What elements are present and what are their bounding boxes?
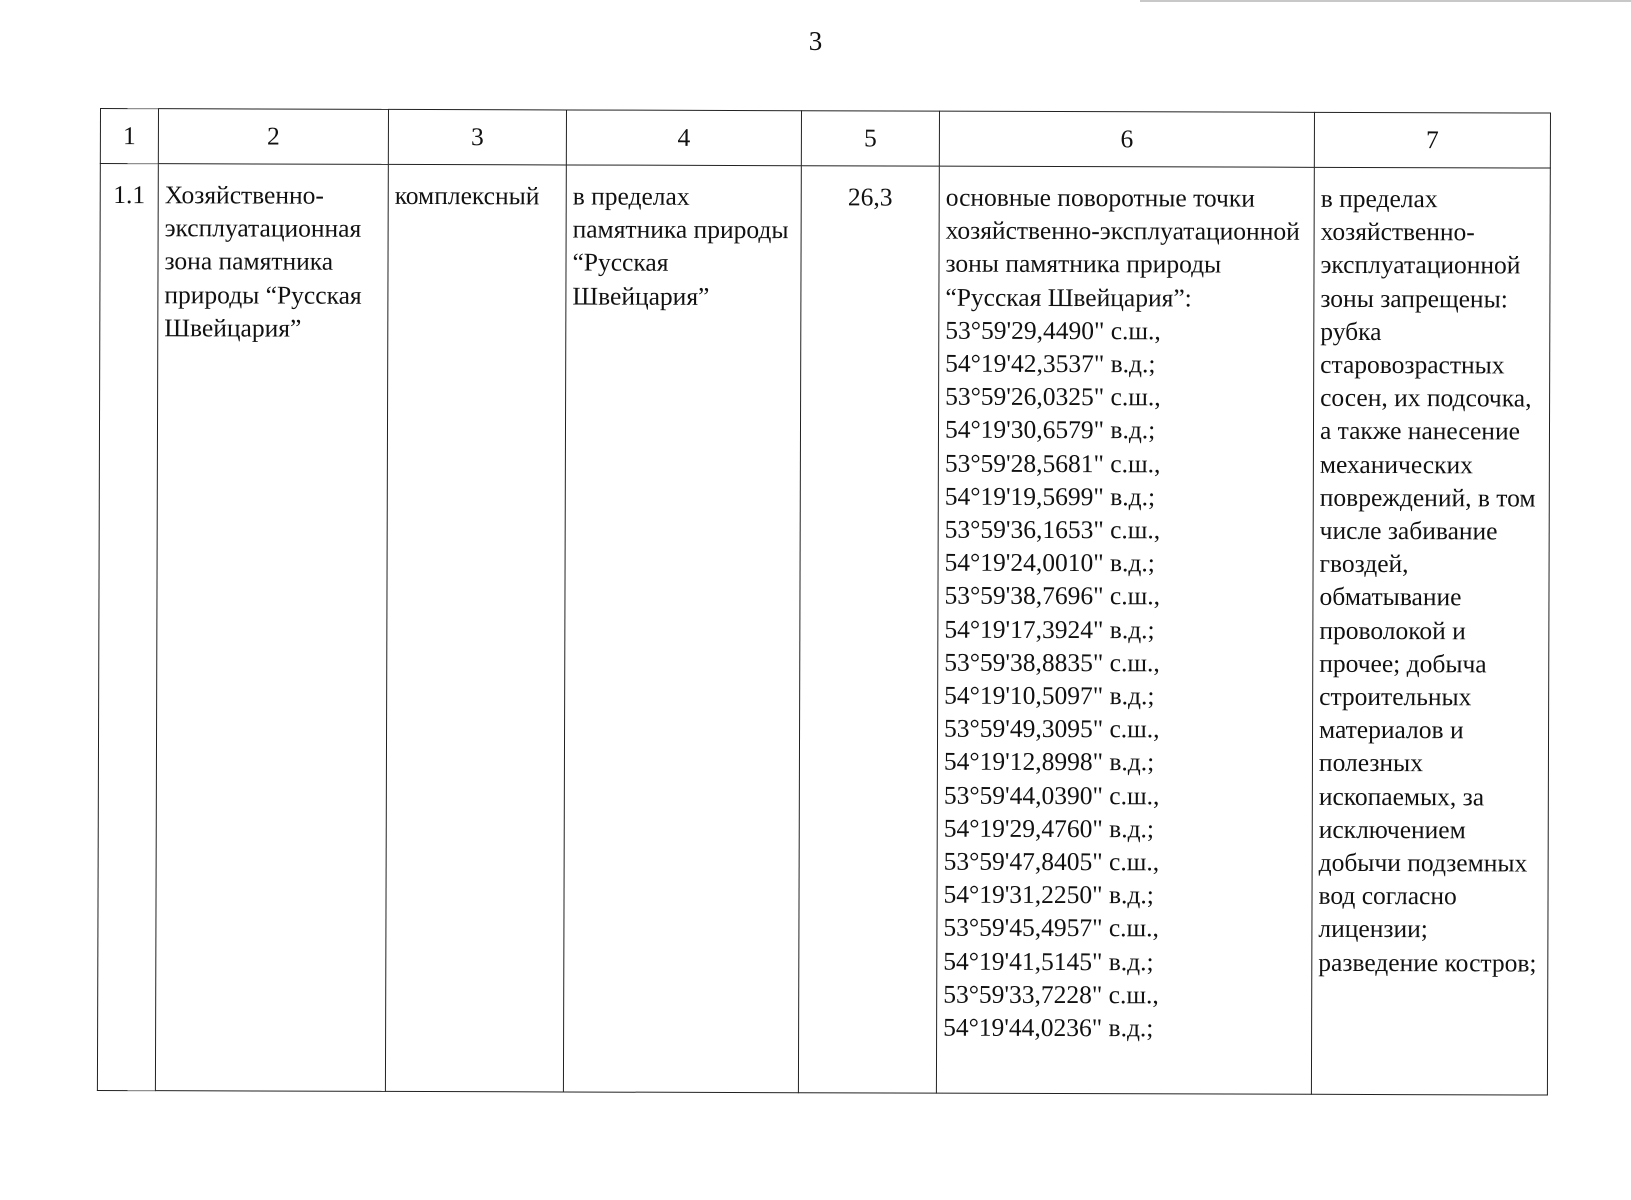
zone-name: Хозяйственно-эксплуатационная зона памятника природы “Русская Швейцария” — [164, 180, 362, 343]
zone-type: комплексный — [394, 180, 540, 211]
zone-regime-cell — [1311, 167, 1550, 1095]
zone-name-cell — [155, 164, 388, 1092]
coordinate-line: 54°19'10,5097" в.д.; — [944, 680, 1155, 711]
coordinate-line: 54°19'41,5145" в.д.; — [943, 946, 1154, 976]
coordinate-line: 53°59'26,0325" с.ш., — [945, 381, 1161, 412]
coordinate-line: 53°59'36,1653" с.ш., — [944, 514, 1161, 545]
zone-type-cell — [385, 164, 566, 1092]
table-header-row — [100, 109, 1550, 169]
coordinate-line: 54°19'29,4760" в.д.; — [943, 813, 1155, 844]
table-row — [97, 164, 1550, 1096]
coordinate-line: 54°19'31,2250" в.д.; — [943, 879, 1154, 910]
coordinate-line: 53°59'47,8405" с.ш., — [943, 846, 1160, 877]
column-header-2: 2 — [158, 109, 388, 165]
coordinate-line: 54°19'30,6579" в.д.; — [944, 415, 1156, 445]
column-header-3: 3 — [388, 109, 566, 165]
top-edge-rule — [1140, 0, 1631, 2]
column-header-7: 7 — [1314, 112, 1550, 168]
coordinate-line: 54°19'19,5699" в.д.; — [944, 481, 1156, 512]
zone-regime: в пределах хозяйственно-эксплуатационной зоны запрещены: рубка старовозрастных сосен, их подсочка, а также нанесение механических повреждений, в том числе забивание гвоздей, обматывание проволокой и прочее; добыча строительных материалов и полезных ископаемых, за исключением добычи подземных вод согласно лицензии; разведение костров; — [1318, 183, 1537, 978]
page-number: 3 — [808, 26, 823, 56]
zones-table — [97, 108, 1551, 1096]
coordinate-line: 54°19'44,0236" в.д.; — [943, 1012, 1154, 1043]
coordinate-line: 54°19'12,8998" в.д.; — [943, 747, 1155, 777]
coordinate-line: 54°19'24,0010" в.д.; — [944, 547, 1155, 578]
coordinate-line: 53°59'44,0390" с.ш., — [943, 780, 1160, 810]
coordinate-line: 54°19'42,3537" в.д.; — [945, 348, 1156, 379]
row-number-cell — [97, 164, 158, 1091]
zone-area: 26,3 — [847, 182, 893, 212]
coordinate-list — [943, 313, 1307, 1045]
coordinate-line: 53°59'45,4957" с.ш., — [943, 913, 1160, 943]
zone-location-cell — [563, 165, 801, 1093]
column-header-1: 1 — [100, 109, 158, 164]
coordinate-line: 53°59'28,5681" с.ш., — [944, 448, 1161, 478]
zone-area-cell — [798, 166, 939, 1093]
coordinate-line: 53°59'38,7696" с.ш., — [944, 581, 1161, 611]
boundaries-intro: основные поворотные точки хозяйственно-эксплуатационной зоны памятника природы “Русская Швейцария”: — [945, 182, 1300, 313]
zone-boundaries-cell — [936, 166, 1314, 1094]
zone-location: в пределах памятника природы “Русская Швейцария” — [572, 181, 789, 311]
row-number: 1.1 — [113, 180, 146, 210]
coordinate-line: 53°59'33,7228" с.ш., — [943, 979, 1159, 1010]
column-header-6: 6 — [939, 111, 1314, 167]
column-header-5: 5 — [801, 111, 939, 166]
column-header-4: 4 — [566, 110, 801, 166]
coordinate-line: 53°59'38,8835" с.ш., — [944, 647, 1160, 678]
coordinate-line: 54°19'17,3924" в.д.; — [944, 614, 1155, 644]
coordinate-line: 53°59'29,4490" с.ш., — [945, 315, 1161, 346]
coordinate-line: 53°59'49,3095" с.ш., — [944, 713, 1160, 744]
